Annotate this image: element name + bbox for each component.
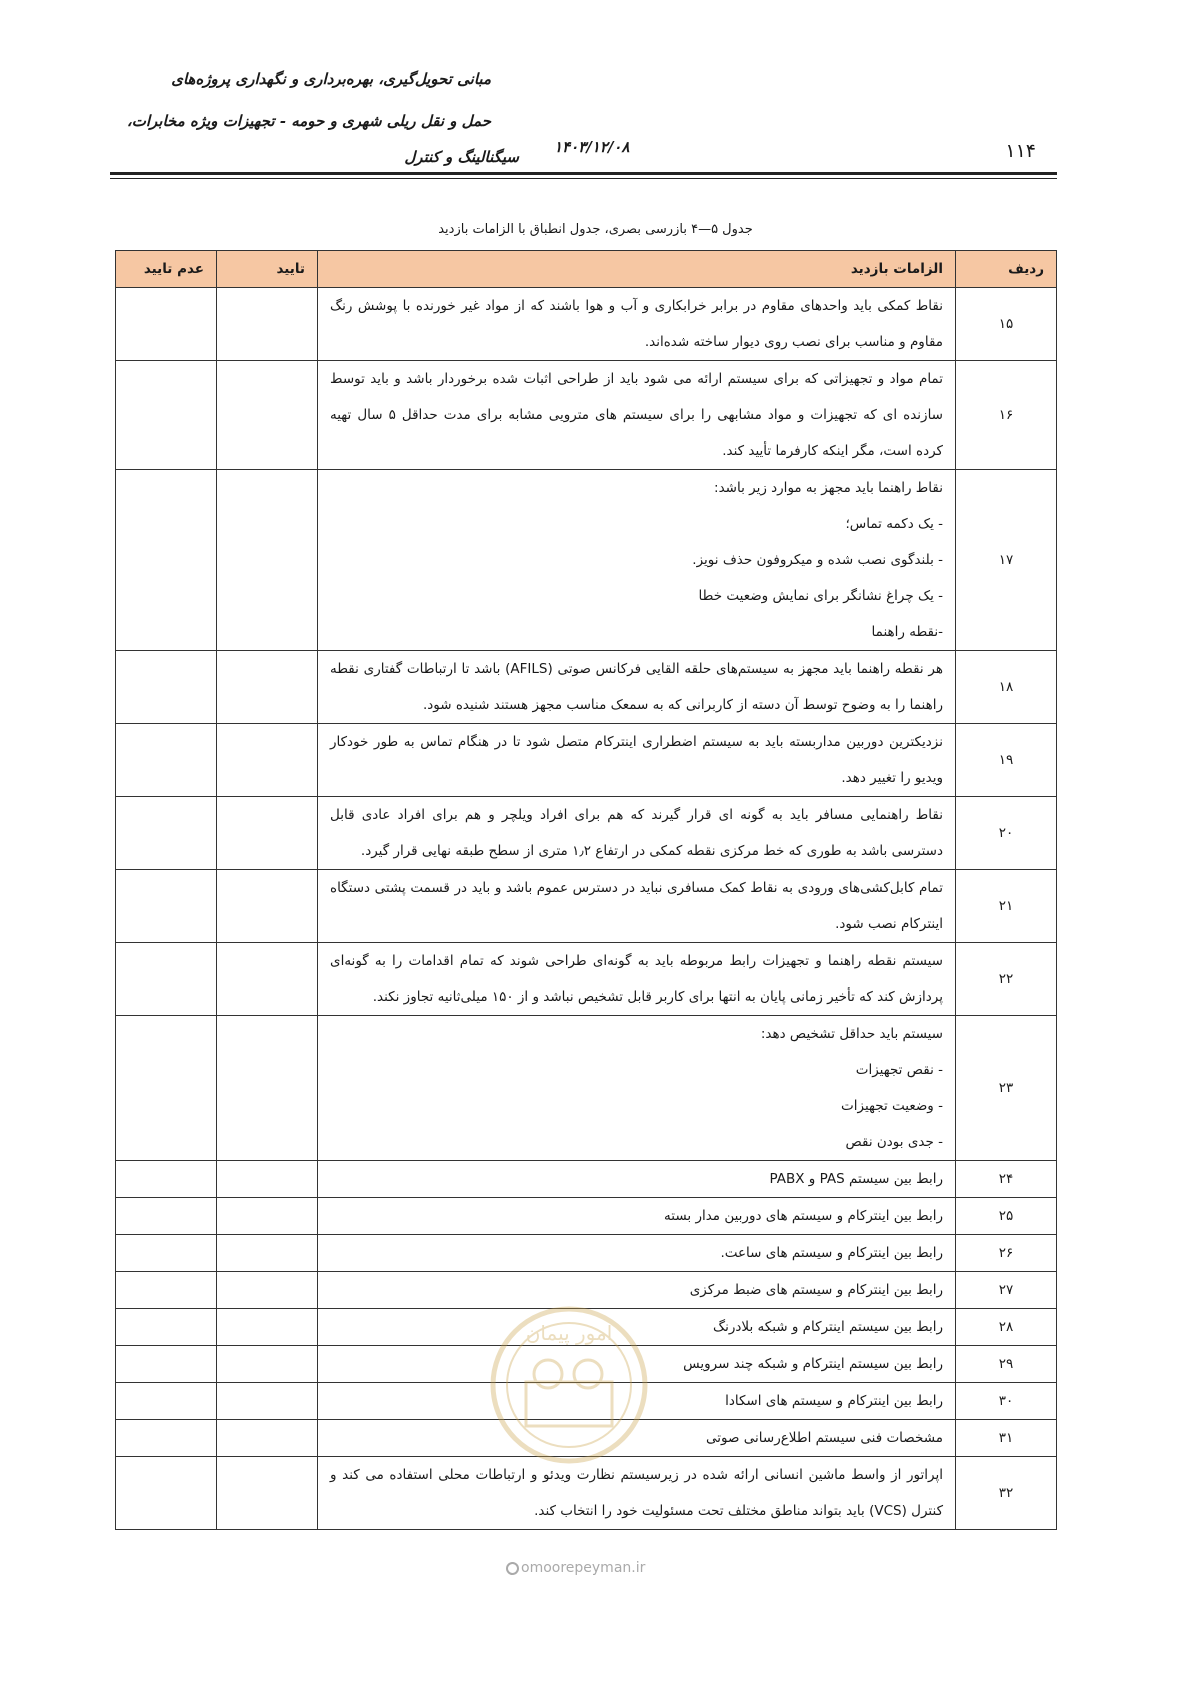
not-approved-cell[interactable] (116, 288, 217, 361)
table-row (116, 870, 1057, 943)
not-approved-cell[interactable] (116, 1272, 217, 1309)
approved-cell[interactable] (217, 870, 318, 943)
approved-cell[interactable] (217, 943, 318, 1016)
header-title-line-3: سیگنالینگ و کنترل (404, 148, 519, 166)
approved-cell[interactable] (217, 1383, 318, 1420)
row-number: ۳۲ (956, 1457, 1057, 1530)
not-approved-cell[interactable] (116, 1420, 217, 1457)
at-icon (506, 1562, 519, 1575)
table-row (116, 651, 1057, 724)
requirement-line: - بلندگوی نصب شده و میکروفون حذف نویز. (692, 552, 943, 568)
row-number: ۲۴ (956, 1161, 1057, 1198)
table-row (116, 1161, 1057, 1198)
page-number: ۱۱۴ (1005, 140, 1036, 162)
approved-cell[interactable] (217, 1198, 318, 1235)
watermark-site-text: omoorepeyman.ir (521, 1560, 646, 1576)
approved-cell[interactable] (217, 1016, 318, 1161)
approved-cell[interactable] (217, 1161, 318, 1198)
requirement-line: رابط بین سیستم اینترکام و شبکه چند سرویس (683, 1356, 943, 1372)
header-title-line-2: حمل و نقل ریلی شهری و حومه - تجهیزات ویژه مخابرات، (126, 112, 491, 130)
requirement-line: نقاط راهنمایی مسافر باید به گونه ای قرار گیرند که هم برای افراد ویلچر و هم برای افراد عادی قابل دسترسی باشد به طوری که خط مرکزی نقطه کمکی در ارتفاع ۱٫۲ متری از سطح طبقه نهایی قرار گیرد. (330, 807, 943, 859)
requirement-line: اپراتور از واسط ماشین انسانی ارائه شده در زیرسیستم نظارت ویدئو و ارتباطات محلی استفاده می کند و کنترل (VCS) باید بتواند مناطق مختلف تحت مسئولیت خود را انتخاب کند. (330, 1467, 943, 1519)
row-number: ۱۷ (956, 470, 1057, 651)
requirement-line: -نقطه راهنما (871, 624, 943, 640)
approved-cell[interactable] (217, 470, 318, 651)
requirement-text (318, 470, 956, 651)
row-number: ۱۶ (956, 361, 1057, 470)
row-number: ۲۰ (956, 797, 1057, 870)
approved-cell[interactable] (217, 797, 318, 870)
requirement-text (318, 1161, 956, 1198)
requirement-text (318, 724, 956, 797)
not-approved-cell[interactable] (116, 1383, 217, 1420)
table-header-row (116, 251, 1057, 288)
requirement-text (318, 870, 956, 943)
approved-cell[interactable] (217, 1272, 318, 1309)
requirement-line: رابط بین اینترکام و سیستم های ساعت. (720, 1245, 943, 1261)
requirement-text (318, 797, 956, 870)
row-number: ۱۸ (956, 651, 1057, 724)
header-rule-thin (110, 178, 1057, 179)
header-not-approved: عدم تایید (116, 251, 217, 288)
not-approved-cell[interactable] (116, 361, 217, 470)
requirement-line: - یک دکمه تماس؛ (845, 516, 943, 532)
header-rule-thick (110, 172, 1057, 175)
not-approved-cell[interactable] (116, 651, 217, 724)
table-row (116, 1235, 1057, 1272)
approved-cell[interactable] (217, 361, 318, 470)
requirement-text (318, 651, 956, 724)
header-row-number: ردیف (956, 251, 1057, 288)
approved-cell[interactable] (217, 1235, 318, 1272)
not-approved-cell[interactable] (116, 724, 217, 797)
not-approved-cell[interactable] (116, 1198, 217, 1235)
requirement-line: هر نقطه راهنما باید مجهز به سیستم‌های حلقه القایی فرکانس صوتی (AFILS) باشد تا ارتباطات گفتاری نقطه راهنما را به وضوح توسط آن دسته از کاربرانی که به سمعک مناسب مجهز هستند شنیده شود. (330, 661, 943, 713)
requirement-text (318, 288, 956, 361)
header-approved: تایید (217, 251, 318, 288)
row-number: ۱۵ (956, 288, 1057, 361)
requirement-text (318, 361, 956, 470)
not-approved-cell[interactable] (116, 943, 217, 1016)
row-number: ۲۳ (956, 1016, 1057, 1161)
requirement-line: مشخصات فنی سیستم اطلاع‌رسانی صوتی (706, 1430, 943, 1446)
row-number: ۲۸ (956, 1309, 1057, 1346)
requirement-line: رابط بین سیستم PAS و PABX (769, 1171, 943, 1187)
row-number: ۳۰ (956, 1383, 1057, 1420)
header-requirements: الزامات بازدید (318, 251, 956, 288)
requirement-text (318, 1272, 956, 1309)
not-approved-cell[interactable] (116, 1235, 217, 1272)
not-approved-cell[interactable] (116, 1016, 217, 1161)
row-number: ۲۵ (956, 1198, 1057, 1235)
requirement-line: رابط بین اینترکام و سیستم های ضبط مرکزی (689, 1282, 943, 1298)
requirement-line: نقاط کمکی باید واحدهای مقاوم در برابر خرابکاری و آب و هوا باشند که از مواد غیر خورنده با پوشش رنگ مقاوم و مناسب برای نصب روی دیوار ساخته شده‌اند. (330, 298, 943, 350)
requirement-line: سیستم نقطه راهنما و تجهیزات رابط مربوطه باید به گونه‌ای طراحی شوند که تمام اقدامات را به گونه‌ای پردازش کند که تأخیر زمانی پایان به انتها برای کاربر قابل تشخیص نباشد و از ۱۵۰ میلی‌ثانیه تجاوز نکند. (330, 953, 943, 1005)
row-number: ۲۹ (956, 1346, 1057, 1383)
not-approved-cell[interactable] (116, 797, 217, 870)
requirement-line: - وضعیت تجهیزات (841, 1098, 943, 1114)
approved-cell[interactable] (217, 1457, 318, 1530)
requirement-line: نقاط راهنما باید مجهز به موارد زیر باشد: (714, 480, 943, 496)
requirement-line: نزدیکترین دوربین مداربسته باید به سیستم اضطراری اینترکام متصل شود تا در هنگام تماس به طور خودکار ویدیو را تغییر دهد. (330, 734, 943, 786)
row-number: ۲۲ (956, 943, 1057, 1016)
row-number: ۲۷ (956, 1272, 1057, 1309)
requirement-line: رابط بین سیستم اینترکام و شبکه بلادرنگ (713, 1319, 943, 1335)
table-row (116, 943, 1057, 1016)
requirement-line: - جدی بودن نقص (845, 1134, 943, 1150)
requirement-line: تمام کابل‌کشی‌های ورودی به نقاط کمک مسافری نباید در دسترس عموم باشد و باید در قسمت پشتی دستگاه اینترکام نصب شود. (330, 880, 943, 932)
approved-cell[interactable] (217, 651, 318, 724)
page-header (0, 0, 1191, 190)
watermark-logo-text: امور پیمان (525, 1321, 613, 1345)
table-row (116, 724, 1057, 797)
requirement-text (318, 1457, 956, 1530)
table-caption: جدول ۵—۴ بازرسی بصری، جدول انطباق با الزامات بازدید (438, 222, 753, 237)
table-row (116, 797, 1057, 870)
requirement-line: - یک چراغ نشانگر برای نمایش وضعیت خطا (698, 588, 943, 604)
requirement-text (318, 1016, 956, 1161)
requirement-line: سیستم باید حداقل تشخیص دهد: (760, 1026, 943, 1042)
row-number: ۳۱ (956, 1420, 1057, 1457)
requirement-text (318, 1198, 956, 1235)
requirement-text (318, 1235, 956, 1272)
header-date: ۱۴۰۳/۱۲/۰۸ (554, 138, 630, 156)
requirement-line: - نقص تجهیزات (855, 1062, 943, 1078)
watermark-site (506, 1560, 645, 1576)
requirement-line: رابط بین اینترکام و سیستم های دوربین مدار بسته (664, 1208, 943, 1224)
not-approved-cell[interactable] (116, 1346, 217, 1383)
not-approved-cell[interactable] (116, 870, 217, 943)
requirement-line: رابط بین اینترکام و سیستم های اسکادا (725, 1393, 943, 1409)
table-row (116, 1457, 1057, 1530)
not-approved-cell[interactable] (116, 1309, 217, 1346)
table-row (116, 1272, 1057, 1309)
approved-cell[interactable] (217, 1346, 318, 1383)
approved-cell[interactable] (217, 288, 318, 361)
requirement-line: تمام مواد و تجهیزاتی که برای سیستم ارائه می شود باید از طراحی اثبات شده برخوردار باشد و باید توسط سازنده ای که تجهیزات و مواد مشابهی را برای سیستم های مترویی مشابه برای مدت حداقل ۵ سال تهیه کرده است، مگر اینکه کارفرما تأیید کند. (330, 371, 943, 459)
table-row (116, 288, 1057, 361)
not-approved-cell[interactable] (116, 1457, 217, 1530)
table-row (116, 361, 1057, 470)
not-approved-cell[interactable] (116, 470, 217, 651)
not-approved-cell[interactable] (116, 1161, 217, 1198)
approved-cell[interactable] (217, 1420, 318, 1457)
approved-cell[interactable] (217, 724, 318, 797)
table-row (116, 1198, 1057, 1235)
row-number: ۱۹ (956, 724, 1057, 797)
table-row (116, 1016, 1057, 1161)
approved-cell[interactable] (217, 1309, 318, 1346)
watermark-logo (488, 1304, 650, 1466)
requirement-text (318, 943, 956, 1016)
table-row (116, 470, 1057, 651)
header-title-line-1: مبانی تحویل‌گیری، بهره‌برداری و نگهداری پروژه‌های (171, 70, 491, 88)
row-number: ۲۶ (956, 1235, 1057, 1272)
row-number: ۲۱ (956, 870, 1057, 943)
